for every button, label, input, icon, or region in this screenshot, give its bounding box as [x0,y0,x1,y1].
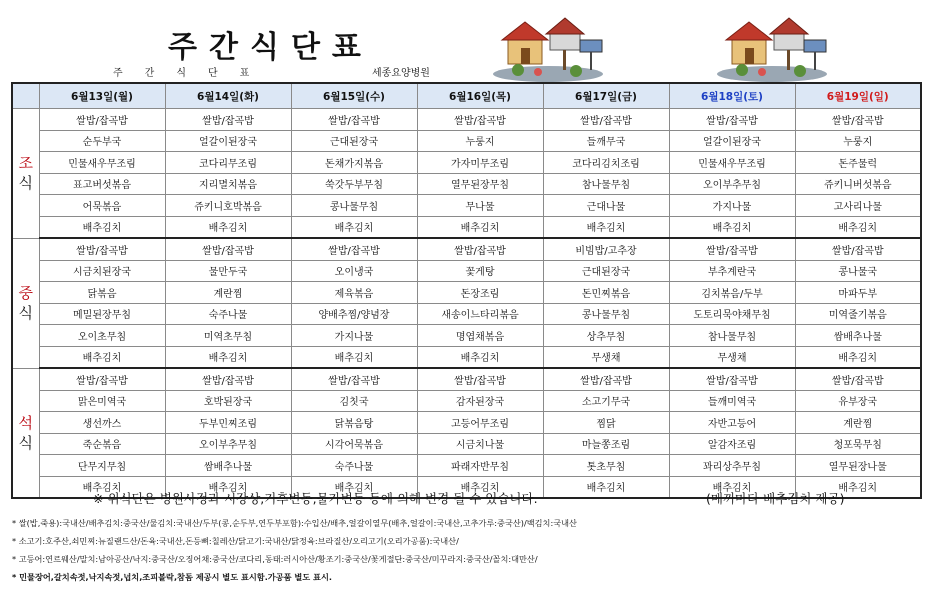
menu-cell: 자반고등어 [669,412,795,434]
menu-cell: 무나물 [417,195,543,217]
menu-cell: 순두부국 [39,130,165,152]
menu-cell: 오이부추무침 [669,173,795,195]
menu-cell: 콩나물국 [795,260,921,282]
menu-cell: 새송이느타리볶음 [417,303,543,325]
origin-note: * 소고기:호주산,쇠민찌:뉴질랜드산/돈육:국내산,돈등뼈:칠레산/닭고기:국내산/닭정육:브라질산/오리고기(오리가공품):국내산/ [12,536,459,546]
date-header: 6월15일(수) [291,83,417,109]
menu-cell: 청포묵무침 [795,433,921,455]
menu-cell: 배추김치 [165,346,291,368]
menu-cell: 호박된장국 [165,390,291,412]
menu-cell: 알감자조림 [669,433,795,455]
menu-cell: 쌀밥/잡곡밥 [291,368,417,390]
menu-cell: 배추김치 [795,346,921,368]
menu-row [12,195,921,217]
mailbox-house-illustration [488,10,608,82]
menu-row [12,303,921,325]
meal-label-char: 조 [18,154,33,173]
menu-cell: 쌀밥/잡곡밥 [39,109,165,131]
menu-cell: 계란찜 [165,282,291,304]
menu-cell: 닭볶음탕 [291,412,417,434]
menu-cell: 쌀밥/잡곡밥 [417,238,543,260]
menu-cell: 시금치된장국 [39,260,165,282]
date-header: 6월13일(월) [39,83,165,109]
menu-cell: 쌀밥/잡곡밥 [39,238,165,260]
menu-cell: 마파두부 [795,282,921,304]
origin-note: * 고등어:연르웨산/말치:남아공산/낙지:중국산/오징어채:중국산/코다리,동태:러시아산/황조기:중국산/꽃게절단:중국산/미꾸라지:중국산/꼴치:대만산/ [12,554,538,564]
menu-cell: 배추김치 [417,216,543,238]
menu-cell: 톳초무침 [543,455,669,477]
menu-row [12,130,921,152]
menu-cell: 가자미무조림 [417,152,543,174]
change-notice: ※ 위식단은 병원사정과 시장상,기후변동,물가변동 등에 의해 변경 될 수 있습니다. [93,491,538,506]
menu-cell: 돈장조림 [417,282,543,304]
corner-cell [12,83,39,109]
menu-row [12,455,921,477]
meal-label-char: 식 [18,433,33,452]
menu-cell: 열무된장나물 [795,455,921,477]
menu-cell: 쑥갓두부무침 [291,173,417,195]
meal-label-char: 식 [18,304,33,322]
date-header-sunday: 6월19일(일) [795,83,921,109]
menu-cell: 오이초무침 [39,325,165,347]
menu-cell: 참나물무침 [543,173,669,195]
menu-cell: 단무지무침 [39,455,165,477]
menu-cell: 배추김치 [39,346,165,368]
menu-cell: 배추김치 [417,476,543,498]
menu-cell: 쌀밥/잡곡밥 [165,109,291,131]
meal-label [12,368,39,498]
weekly-menu-table [11,82,922,499]
menu-cell: 누룽지 [417,130,543,152]
menu-cell: 들깨미역국 [669,390,795,412]
menu-cell: 민물새우무조림 [39,152,165,174]
menu-cell: 쌀밥/잡곡밥 [669,238,795,260]
date-header: 6월16일(목) [417,83,543,109]
menu-cell: 김치볶음/두부 [669,282,795,304]
menu-cell: 배추김치 [669,216,795,238]
menu-cell: 배추김치 [39,216,165,238]
menu-cell: 쥬키니버섯볶음 [795,173,921,195]
menu-cell: 코다리김치조림 [543,152,669,174]
menu-cell: 부추계란국 [669,260,795,282]
menu-cell: 근대된장국 [543,260,669,282]
menu-cell: 배추김치 [291,346,417,368]
menu-cell: 쌀밥/잡곡밥 [543,368,669,390]
menu-cell: 오이부추무침 [165,433,291,455]
menu-cell: 쌀밥/잡곡밥 [165,238,291,260]
menu-cell: 돈민찌볶음 [543,282,669,304]
menu-cell: 도토리묵야채무침 [669,303,795,325]
menu-cell: 쌀밥/잡곡밥 [417,109,543,131]
menu-cell: 들깨무국 [543,130,669,152]
menu-cell: 죽순볶음 [39,433,165,455]
menu-cell: 닭볶음 [39,282,165,304]
menu-row [12,260,921,282]
menu-cell: 소고기무국 [543,390,669,412]
menu-cell: 계란찜 [795,412,921,434]
menu-cell: 쌀밥/잡곡밥 [417,368,543,390]
menu-row [12,390,921,412]
kimchi-notice: (매끼마다 배추김치 제공) [706,491,845,506]
menu-cell: 쌀밥/잡곡밥 [291,238,417,260]
menu-row [12,109,921,131]
menu-cell: 배추김치 [165,476,291,498]
menu-cell: 배추김치 [669,476,795,498]
menu-cell: 배추김치 [165,216,291,238]
menu-cell: 꽃게탕 [417,260,543,282]
menu-cell: 가지나물 [291,325,417,347]
sub-title: 주간식단표 [113,68,272,79]
menu-cell: 김칫국 [291,390,417,412]
menu-cell: 생선까스 [39,412,165,434]
menu-row [12,282,921,304]
menu-cell: 상추무침 [543,325,669,347]
menu-cell: 근대나물 [543,195,669,217]
menu-cell: 배추김치 [291,476,417,498]
menu-cell: 무생채 [543,346,669,368]
menu-cell: 근대된장국 [291,130,417,152]
menu-cell: 얼갈이된장국 [165,130,291,152]
menu-cell: 마늘쫑조림 [543,433,669,455]
menu-row [12,368,921,390]
menu-cell: 숙주나물 [165,303,291,325]
menu-cell: 쌀밥/잡곡밥 [669,109,795,131]
date-header-saturday: 6월18일(토) [669,83,795,109]
menu-cell: 두부민찌조림 [165,412,291,434]
menu-cell: 돈채가지볶음 [291,152,417,174]
menu-row [12,412,921,434]
menu-cell: 쌀밥/잡곡밥 [291,109,417,131]
menu-cell: 무생채 [669,346,795,368]
menu-cell: 쌀밥/잡곡밥 [39,368,165,390]
menu-cell: 콩나물무침 [543,303,669,325]
menu-cell: 배추김치 [291,216,417,238]
menu-cell: 쌀밥/잡곡밥 [795,368,921,390]
menu-cell: 쌀밥/잡곡밥 [795,109,921,131]
menu-cell: 쌀밥/잡곡밥 [165,368,291,390]
meal-label [12,238,39,368]
menu-cell: 돈주물럭 [795,152,921,174]
menu-cell: 배추김치 [543,476,669,498]
menu-cell: 쌀밥/잡곡밥 [669,368,795,390]
menu-cell: 찜닭 [543,412,669,434]
menu-cell: 쌀밥/잡곡밥 [795,238,921,260]
menu-cell: 감자된장국 [417,390,543,412]
menu-cell: 맑은미역국 [39,390,165,412]
menu-cell: 코다리무조림 [165,152,291,174]
menu-cell: 파래자반무침 [417,455,543,477]
date-header-row [12,83,921,109]
menu-cell: 숙주나물 [291,455,417,477]
menu-cell: 쌈배추나물 [165,455,291,477]
menu-cell: 고사리나물 [795,195,921,217]
menu-cell: 배추김치 [39,476,165,498]
menu-cell: 제육볶음 [291,282,417,304]
menu-cell: 메밀된장무침 [39,303,165,325]
menu-cell: 비빔밥/고추장 [543,238,669,260]
date-header: 6월14일(화) [165,83,291,109]
menu-cell: 배추김치 [417,346,543,368]
hospital-name: 세종요양병원 [372,68,430,79]
menu-cell: 누룽지 [795,130,921,152]
meal-label-char: 식 [18,174,33,193]
menu-cell: 쌈배추나물 [795,325,921,347]
menu-cell: 유부장국 [795,390,921,412]
meal-label [12,109,39,239]
menu-row [12,433,921,455]
menu-cell: 물만두국 [165,260,291,282]
menu-cell: 쌀밥/잡곡밥 [543,109,669,131]
menu-row [12,346,921,368]
date-header: 6월17일(금) [543,83,669,109]
menu-cell: 고등어무조림 [417,412,543,434]
mailbox-house-illustration [712,10,832,82]
menu-cell: 어묵볶음 [39,195,165,217]
menu-cell: 쥬키니호박볶음 [165,195,291,217]
menu-cell: 콩나물무침 [291,195,417,217]
menu-cell: 배추김치 [543,216,669,238]
menu-cell: 얼갈이된장국 [669,130,795,152]
menu-row [12,216,921,238]
menu-cell: 꽈리상추무침 [669,455,795,477]
menu-cell: 미역초무침 [165,325,291,347]
menu-cell: 시각어묵볶음 [291,433,417,455]
menu-cell: 오이냉국 [291,260,417,282]
menu-cell: 배추김치 [795,216,921,238]
page-title: 주간식단표 [168,30,373,65]
origin-note: * 쌀(밥,죽용):국내산/배추김치:중국산/물김치:국내산/두부(콩,순두부,연두부포함):수입산/배추,얼갈이열무(배추,얼갈이:국내산,고추가루:중국산)/백김치:국내산 [12,518,577,528]
menu-row [12,325,921,347]
origin-notes [12,514,577,586]
menu-row [12,173,921,195]
menu-cell: 배추김치 [795,476,921,498]
meal-label-char: 석 [18,413,33,432]
menu-cell: 열무된장무침 [417,173,543,195]
menu-cell: 민물새우무조림 [669,152,795,174]
menu-cell: 시금치나물 [417,433,543,455]
menu-row [12,238,921,260]
menu-cell: 지리멸치볶음 [165,173,291,195]
origin-note: * 민물장어,갈치속젓,낙지속젓,넙치,조피볼락,참돔 제공시 별도 표시함.가공품 별도 표시. [12,572,332,582]
menu-cell: 가지나물 [669,195,795,217]
menu-cell: 표고버섯볶음 [39,173,165,195]
menu-cell: 참나물무침 [669,325,795,347]
meal-label-char: 중 [18,284,33,302]
menu-cell: 미역줄기볶음 [795,303,921,325]
menu-row [12,152,921,174]
menu-cell: 명엽채볶음 [417,325,543,347]
menu-cell: 양배추찜/양념장 [291,303,417,325]
